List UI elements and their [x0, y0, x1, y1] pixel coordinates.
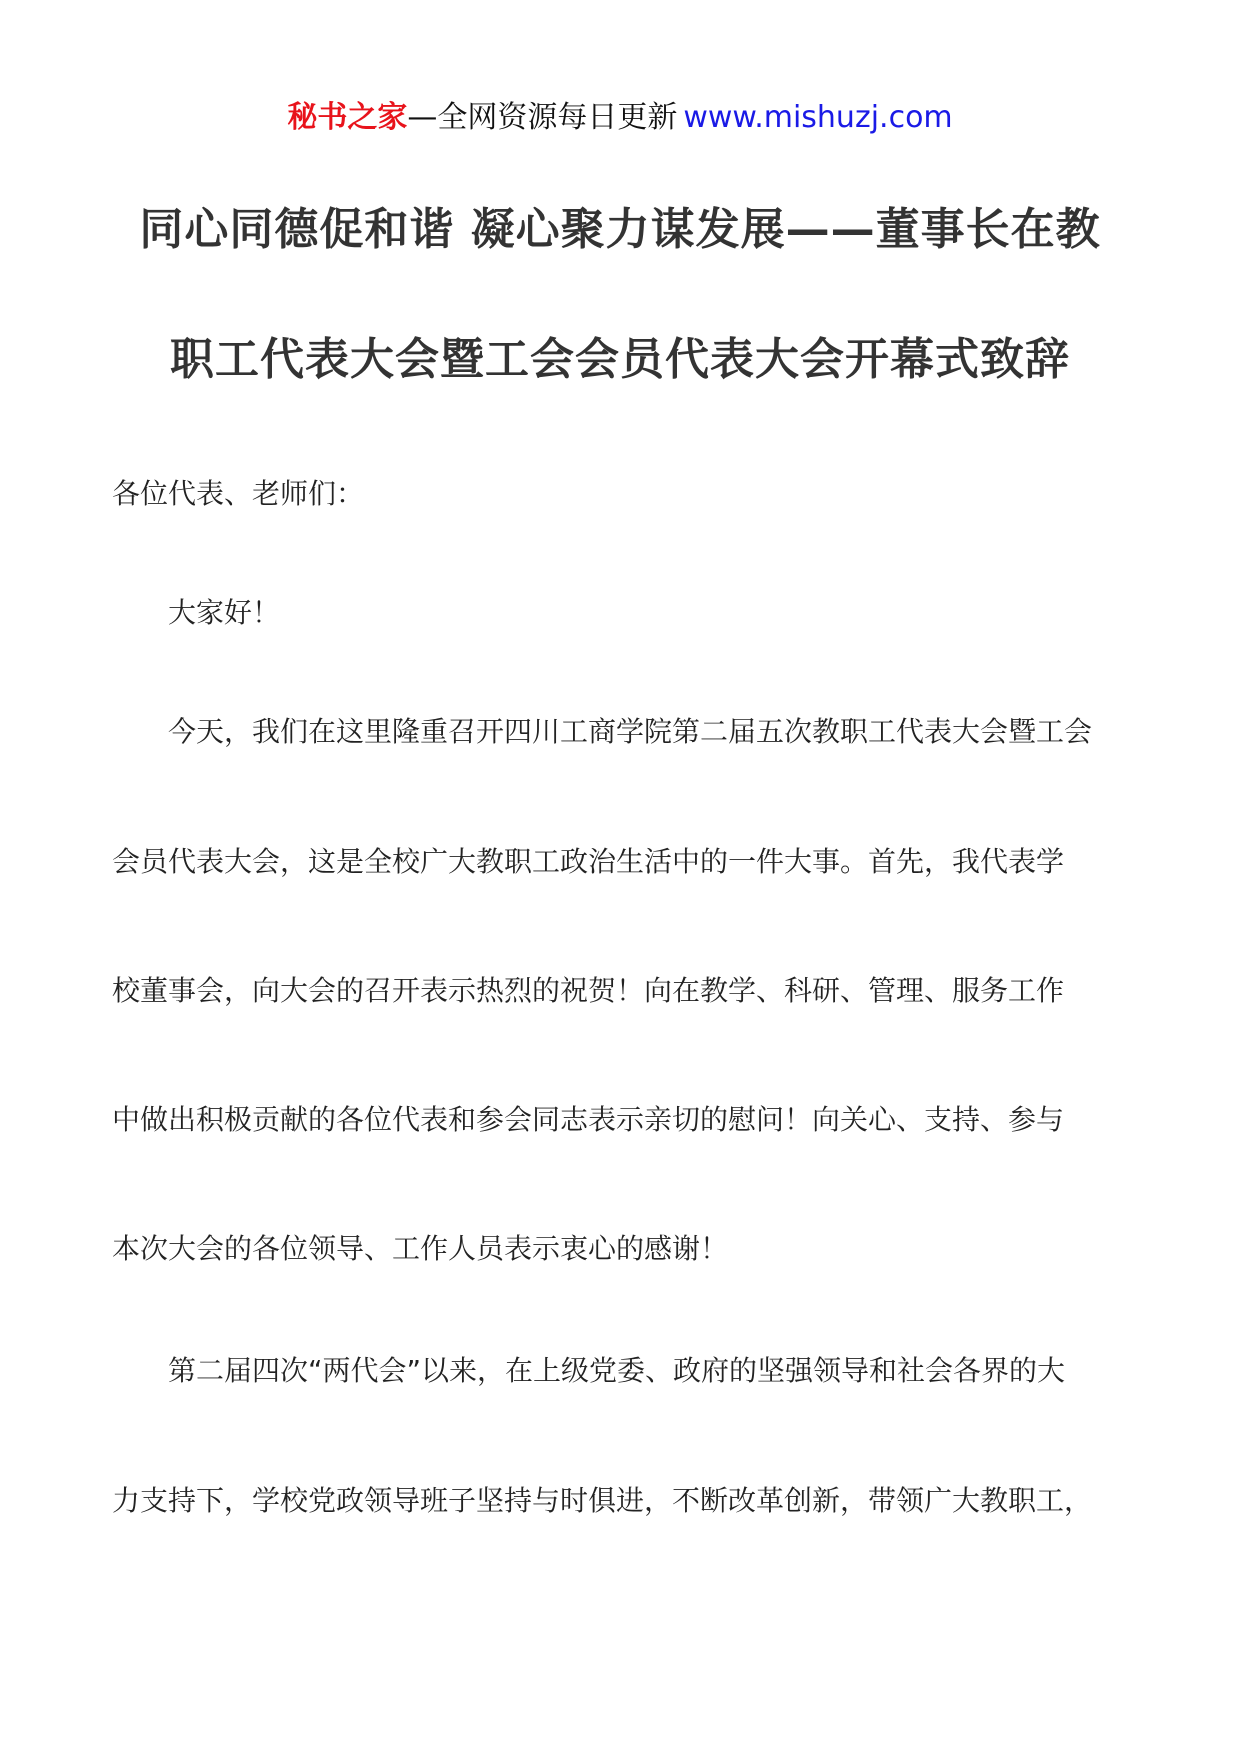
body-line: 校董事会，向大会的召开表示热烈的祝贺！向在教学、科研、管理、服务工作: [112, 974, 1065, 1007]
greeting: 大家好！: [112, 596, 281, 629]
site-tagline: —全网资源每日更新: [407, 100, 678, 135]
site-header: [0, 98, 1240, 138]
body-line: 第二届四次“两代会”以来，在上级党委、政府的坚强领导和社会各界的大: [112, 1354, 1066, 1387]
body-line: 力支持下，学校党政领导班子坚持与时俱进，不断改革创新，带领广大教职工，: [112, 1484, 1093, 1517]
document-title-line-2: 职工代表大会暨工会会员代表大会开幕式致辞: [170, 334, 1070, 385]
body-line: 今天，我们在这里隆重召开四川工商学院第二届五次教职工代表大会暨工会: [112, 715, 1093, 748]
body-line: 会员代表大会，这是全校广大教职工政治生活中的一件大事。首先，我代表学: [112, 845, 1065, 878]
brand-name: 秘书之家: [287, 100, 408, 135]
body-line: 本次大会的各位领导、工作人员表示衷心的感谢！: [112, 1232, 729, 1265]
salutation: 各位代表、老师们：: [112, 477, 365, 510]
body-line: 中做出积极贡献的各位代表和参会同志表示亲切的慰问！向关心、支持、参与: [112, 1103, 1065, 1136]
site-url-link[interactable]: www.mishuzj.com: [683, 100, 953, 135]
document-title-line-1: 同心同德促和谐 凝心聚力谋发展——董事长在教: [139, 204, 1101, 255]
